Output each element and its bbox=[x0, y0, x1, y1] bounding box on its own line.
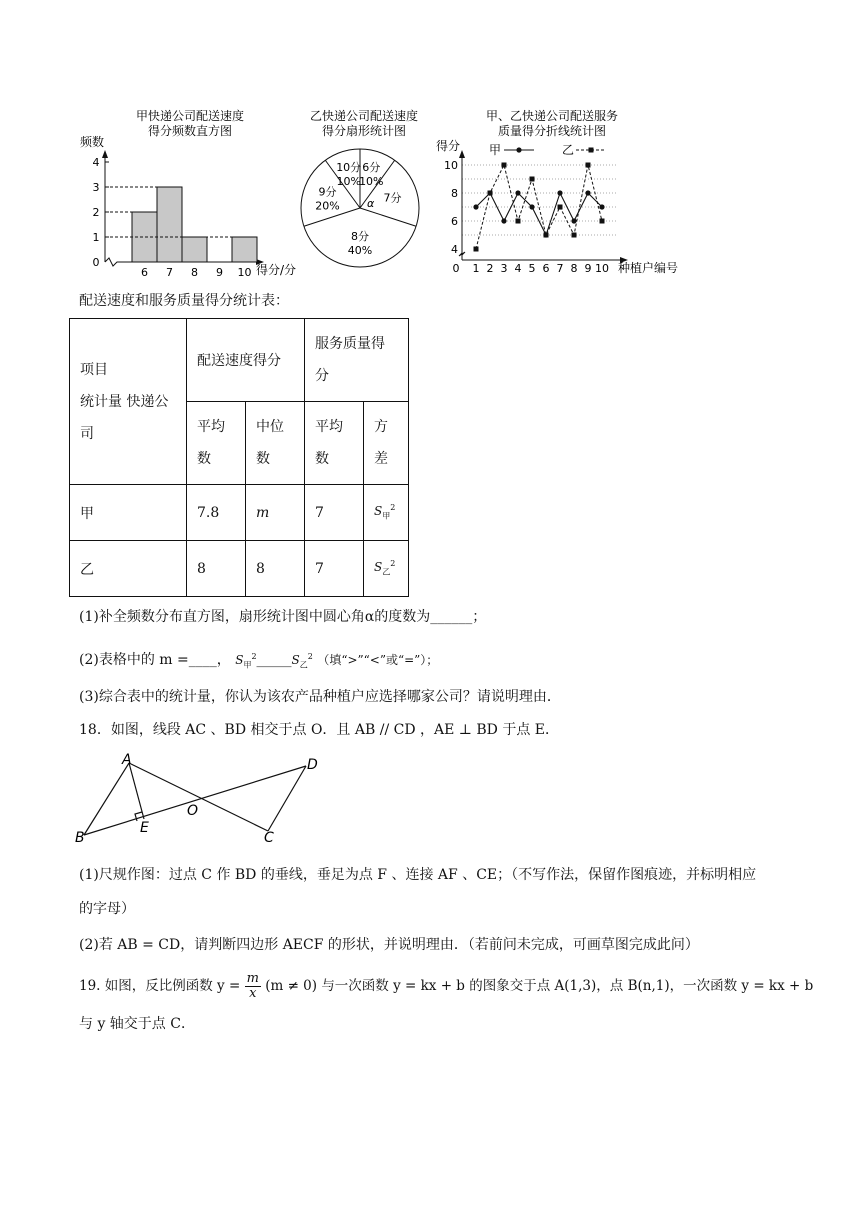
series-b-point bbox=[558, 205, 563, 210]
series-a-point bbox=[557, 190, 562, 195]
row-a-mean2: 7 bbox=[305, 485, 364, 541]
q18-stem: 18．如图，线段 AC 、BD 相交于点 O．且 AB // CD ，AE ⊥ BD 于点 E． bbox=[79, 722, 560, 738]
q18-part2: (2)若 AB = CD，请判断四边形 AECF 的形状，并说明理由．（若前问未完成，可画草图完成此问） bbox=[79, 937, 699, 953]
q17-2-s2 bbox=[291, 652, 313, 670]
header-speed: 配送速度得分 bbox=[187, 319, 305, 402]
h-mean2-a: 平均 bbox=[315, 419, 343, 435]
series-a-point bbox=[515, 190, 520, 195]
line-y-tick-label: 4 bbox=[451, 243, 458, 256]
q19-line1 bbox=[79, 972, 813, 1001]
series-b-point bbox=[502, 163, 507, 168]
line-legend bbox=[489, 143, 606, 157]
q17-2-s2-s: S bbox=[291, 653, 300, 667]
histogram-chart bbox=[80, 104, 310, 282]
point-C-label: C bbox=[264, 830, 274, 846]
pie-slice-label: 8分 bbox=[351, 230, 369, 244]
line-y-tick-label: 8 bbox=[451, 187, 458, 200]
line-y-tick-label: 10 bbox=[444, 159, 458, 172]
q18-part1-line1: (1)尺规作图：过点 C 作 BD 的垂线，垂足为点 F 、连接 AF 、CE；（不写作法，保留作图痕迹，并标明相应 bbox=[79, 867, 757, 883]
line-title-2: 质量得分折线统计图 bbox=[497, 124, 607, 138]
q17-2-text-b: （填“>”“<”或“=”）； bbox=[317, 653, 439, 667]
series-b-point bbox=[586, 163, 591, 168]
h-mean1-a: 平均 bbox=[197, 419, 225, 435]
row-b-variance bbox=[364, 541, 409, 597]
pie-title-2: 得分扇形统计图 bbox=[321, 124, 407, 138]
histogram-y-tick-label: 0 bbox=[92, 256, 100, 269]
histogram-x-tick-label: 8 bbox=[191, 266, 198, 279]
line-x-tick-label: 8 bbox=[570, 262, 578, 275]
series-a-point bbox=[571, 218, 576, 223]
histogram-y-arrow bbox=[102, 150, 108, 158]
q17-part2 bbox=[79, 647, 438, 675]
q19-text-a: 19. 如图，反比例函数 y = bbox=[79, 978, 241, 994]
line-ylabel: 得分 bbox=[436, 139, 461, 153]
var-b-s: S bbox=[374, 560, 383, 575]
q19-frac-den: x bbox=[249, 986, 257, 1001]
histogram-y-tick-label: 2 bbox=[92, 206, 100, 219]
q19-frac-num: m bbox=[246, 971, 259, 986]
table-row bbox=[70, 485, 409, 541]
var-a-sub: 甲 bbox=[382, 511, 391, 521]
row-a-name: 甲 bbox=[70, 485, 187, 541]
point-B-label: B bbox=[75, 830, 85, 846]
corner-line-2: 统计量 快递公 bbox=[80, 393, 169, 410]
histogram-xlabel: 得分/分 bbox=[256, 263, 297, 277]
line-title-1: 甲、乙快递公司配送服务 bbox=[485, 109, 619, 123]
series-b-point bbox=[600, 219, 605, 224]
pie-chart bbox=[298, 104, 430, 274]
line-y-tick-label: 6 bbox=[451, 215, 458, 228]
q17-2-blank: _____ bbox=[256, 652, 292, 668]
line-x-tick-label: 10 bbox=[595, 262, 609, 275]
pie-alpha-label: α bbox=[367, 197, 375, 210]
pie-slice-label: 9分 bbox=[318, 185, 337, 199]
q17-part3: (3)综合表中的统计量，你认为该农产品种植户应选择哪家公司？请说明理由． bbox=[79, 689, 561, 705]
pie-title-1: 乙快递公司配送速度 bbox=[309, 109, 419, 123]
q17-2-s1-sup: 2 bbox=[251, 652, 257, 661]
segment-AB bbox=[84, 763, 129, 835]
series-a-point bbox=[473, 204, 478, 209]
header-quality-1: 服务质量得 bbox=[315, 336, 385, 352]
corner-line-1: 项目 bbox=[80, 361, 108, 378]
h-var-b: 差 bbox=[374, 451, 388, 467]
figure-18 bbox=[74, 752, 326, 846]
series-b-point bbox=[516, 219, 521, 224]
line-xlabel: 种植户编号 bbox=[618, 261, 679, 275]
pie-slice-label: 7分 bbox=[383, 191, 402, 205]
pie-slice-label: 10分 bbox=[336, 161, 362, 175]
header-quality bbox=[305, 319, 409, 402]
histogram-y-tick-label: 4 bbox=[92, 156, 100, 169]
series-a-point bbox=[585, 190, 590, 195]
point-E-label: E bbox=[140, 820, 149, 836]
line-x-tick-label: 1 bbox=[472, 262, 480, 275]
line-x-tick-label: 3 bbox=[500, 262, 508, 275]
segment-BD bbox=[84, 766, 306, 835]
header-mean-quality bbox=[305, 402, 364, 485]
h-median-a: 中位 bbox=[256, 419, 284, 435]
histogram-y-tick-label: 1 bbox=[92, 231, 100, 244]
line-x-tick-label: 9 bbox=[584, 262, 592, 275]
statistics-table bbox=[69, 318, 409, 597]
line-chart bbox=[434, 104, 684, 280]
histogram-ylabel: 频数 bbox=[80, 135, 105, 149]
histogram-bar bbox=[157, 187, 182, 262]
line-axis-break bbox=[459, 252, 465, 260]
q18-part1-line2: 的字母） bbox=[79, 901, 135, 917]
histogram-title-1: 甲快递公司配送速度 bbox=[135, 109, 245, 123]
point-O-label: O bbox=[187, 803, 199, 819]
legend-a-label: 甲 bbox=[489, 143, 502, 157]
series-b-point bbox=[572, 233, 577, 238]
header-median bbox=[246, 402, 305, 485]
row-b-mean2: 7 bbox=[305, 541, 364, 597]
table-corner-cell bbox=[70, 319, 187, 485]
header-mean-speed bbox=[187, 402, 246, 485]
q19-fraction bbox=[245, 972, 261, 1001]
q17-2-s1-sub: 甲 bbox=[243, 660, 252, 670]
histogram-bar bbox=[182, 237, 207, 262]
var-b-sup: 2 bbox=[390, 559, 396, 569]
q17-2-s2-sub: 乙 bbox=[299, 660, 308, 670]
series-b-point bbox=[530, 177, 535, 182]
q17-2-text-a: (2)表格中的 m =____， bbox=[79, 652, 231, 668]
line-x-tick-label: 2 bbox=[486, 262, 494, 275]
segment-AE bbox=[129, 763, 144, 819]
segment-AC bbox=[129, 763, 268, 831]
histogram-x-tick-label: 6 bbox=[141, 266, 148, 279]
pie-slice-pct: 40% bbox=[347, 244, 373, 258]
line-x-tick-label: 7 bbox=[556, 262, 564, 275]
pie-slice-pct: 20% bbox=[315, 199, 340, 213]
series-b-point bbox=[544, 233, 549, 238]
histogram-y-tick-label: 3 bbox=[92, 181, 100, 194]
row-a-mean: 7.8 bbox=[187, 485, 246, 541]
line-x-tick-label: 6 bbox=[542, 262, 550, 275]
series-a-line bbox=[476, 193, 602, 235]
point-D-label: D bbox=[307, 757, 318, 773]
histogram-x-tick-label: 7 bbox=[166, 266, 173, 279]
pie-slice-pct: 10% bbox=[336, 175, 361, 189]
row-b-name: 乙 bbox=[70, 541, 187, 597]
var-b-sub: 乙 bbox=[382, 567, 391, 577]
line-x-tick-label: 4 bbox=[514, 262, 522, 275]
pie-slice-label: 6分 bbox=[362, 161, 381, 175]
legend-a-marker bbox=[516, 147, 521, 152]
histogram-x-tick-label: 10 bbox=[237, 266, 252, 279]
row-a-variance bbox=[364, 485, 409, 541]
q17-part1: (1)补全频数分布直方图，扇形统计图中圆心角α的度数为______； bbox=[79, 609, 487, 625]
line-plot bbox=[444, 150, 628, 275]
h-median-b: 数 bbox=[256, 451, 270, 467]
line-x-tick-label: 5 bbox=[528, 262, 536, 275]
series-b-point bbox=[488, 191, 493, 196]
row-b-median: 8 bbox=[246, 541, 305, 597]
series-b-line bbox=[476, 165, 602, 249]
q19-text-b: (m ≠ 0) 与一次函数 y = kx + b 的图象交于点 A(1,3)，点 B(n,1)，一次函数 y = kx + b bbox=[265, 978, 814, 994]
histogram-plot bbox=[93, 150, 265, 279]
pie-slice-pct: 10% bbox=[359, 175, 384, 189]
legend-b-label: 乙 bbox=[562, 143, 575, 157]
h-mean2-b: 数 bbox=[315, 451, 329, 467]
var-a-s: S bbox=[374, 504, 383, 519]
legend-b-marker bbox=[589, 148, 594, 153]
h-var-a: 方 bbox=[374, 419, 388, 435]
histogram-x-tick-label: 9 bbox=[216, 266, 223, 279]
histogram-bar bbox=[232, 237, 257, 262]
series-a-point bbox=[529, 204, 534, 209]
series-a-point bbox=[599, 204, 604, 209]
q19-line2: 与 y 轴交于点 C． bbox=[79, 1016, 195, 1032]
pie-plot bbox=[301, 149, 419, 267]
header-quality-2: 分 bbox=[315, 368, 329, 384]
row-b-mean: 8 bbox=[187, 541, 246, 597]
line-zero-label: 0 bbox=[452, 262, 460, 275]
q17-2-s1 bbox=[235, 652, 257, 670]
h-mean1-b: 数 bbox=[197, 451, 211, 467]
series-b-point bbox=[474, 247, 479, 252]
corner-line-3: 司 bbox=[80, 425, 94, 442]
histogram-title-2: 得分频数直方图 bbox=[147, 124, 233, 138]
var-a-sup: 2 bbox=[390, 503, 396, 513]
row-a-median: m bbox=[246, 485, 305, 541]
header-variance bbox=[364, 402, 409, 485]
point-A-label: A bbox=[122, 752, 132, 768]
series-a-point bbox=[501, 218, 506, 223]
q17-2-s2-sup: 2 bbox=[307, 652, 313, 661]
table-row bbox=[70, 541, 409, 597]
table-intro: 配送速度和服务质量得分统计表： bbox=[79, 293, 289, 309]
q17-2-s1-s: S bbox=[235, 653, 244, 667]
